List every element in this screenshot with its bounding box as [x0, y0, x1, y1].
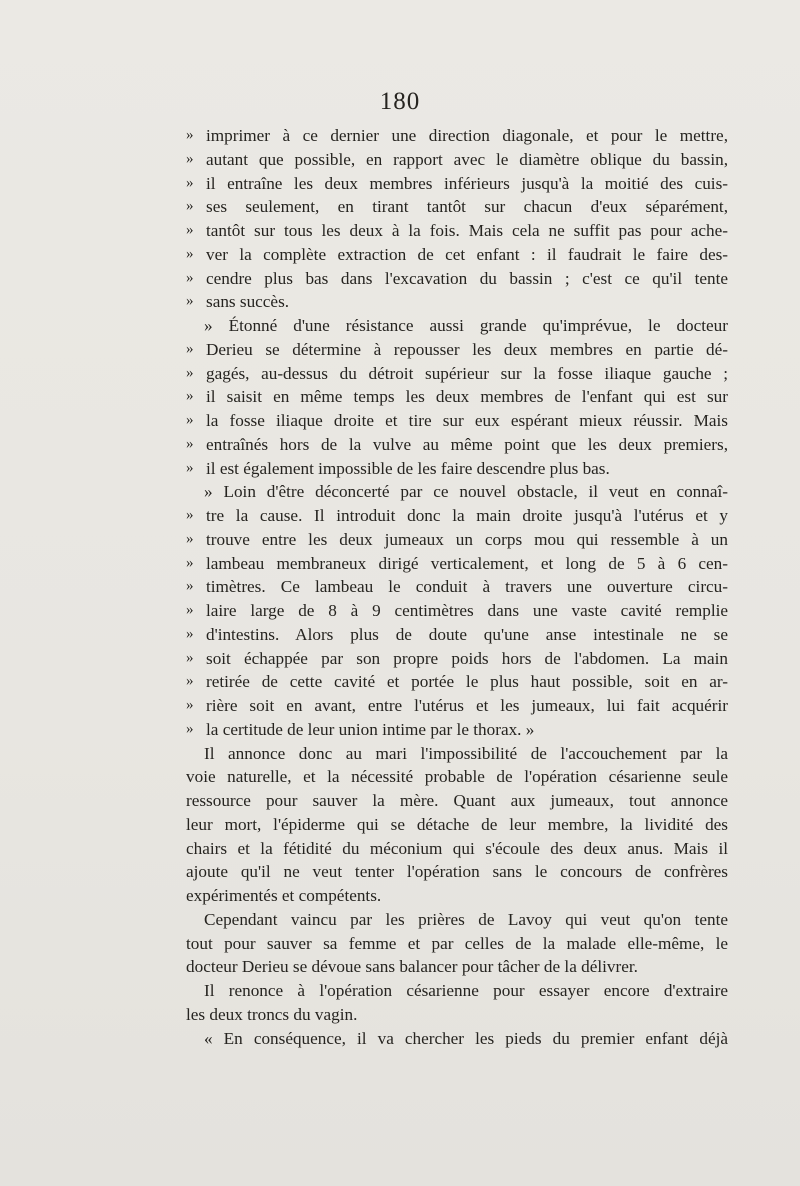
- text-line: [186, 599, 728, 623]
- quote-mark: »: [186, 293, 194, 310]
- line-text: rière soit en avant, entre l'utérus et les jumeaux, lui fait acquérir: [206, 696, 728, 715]
- quote-mark: »: [186, 340, 194, 357]
- quote-mark: »: [186, 625, 194, 642]
- line-text: gagés, au-dessus du détroit supérieur sur la fosse iliaque gauche ;: [206, 363, 728, 383]
- text-line: [186, 504, 728, 528]
- line-text: tantôt sur tous les deux à la fois. Mais cela ne suffit pas pour ache-: [206, 221, 728, 240]
- line-text: autant que possible, en rapport avec le diamètre oblique du bassin,: [206, 149, 728, 169]
- quote-mark: »: [186, 578, 194, 595]
- text-line: [186, 694, 728, 718]
- text-line: [186, 813, 728, 837]
- text-line: [186, 362, 728, 386]
- line-text: Cependant vaincu par les prières de Lavoy qui veut qu'on tente: [204, 909, 728, 929]
- line-text: d'intestins. Alors plus de doute qu'une anse intestinale ne se: [206, 624, 728, 644]
- line-text: Il annonce donc au mari l'impossibilité de l'accouchement par la: [204, 743, 728, 763]
- text-line: [186, 457, 728, 481]
- line-text: ressource pour sauver la mère. Quant aux jumeaux, tout annonce: [186, 791, 728, 810]
- line-text: il est également impossible de les faire descendre plus bas.: [206, 458, 610, 478]
- quote-mark: »: [186, 388, 194, 405]
- line-text: cendre plus bas dans l'excavation du bassin ; c'est ce qu'il tente: [206, 268, 728, 288]
- line-text: Il renonce à l'opération césarienne pour essayer encore d'extraire: [204, 981, 728, 1000]
- quote-mark: »: [186, 459, 194, 476]
- text-line: [186, 670, 728, 694]
- line-text: la certitude de leur union intime par le thorax. »: [206, 719, 535, 739]
- text-line: [186, 552, 728, 576]
- line-text: sans succès.: [206, 292, 290, 312]
- text-line: [186, 884, 728, 908]
- text-line: [186, 979, 728, 1003]
- line-text: docteur Derieu se dévoue sans balancer pour tâcher de la délivrer.: [186, 957, 638, 977]
- text-line: [186, 860, 728, 884]
- quote-mark: »: [186, 554, 194, 571]
- text-line: [186, 528, 728, 552]
- text-line: [186, 409, 728, 433]
- quote-mark: »: [186, 245, 194, 262]
- line-text: il saisit en même temps les deux membres de l'enfant qui est sur: [206, 387, 728, 407]
- line-text: ver la complète extraction de cet enfant : il faudrait le faire des-: [206, 244, 728, 264]
- line-text: voie naturelle, et la nécessité probable de l'opération césarienne seule: [186, 767, 728, 787]
- text-line: [186, 623, 728, 647]
- text-line: [186, 789, 728, 813]
- text-line: [186, 290, 728, 314]
- line-text: tre la cause. Il introduit donc la main droite jusqu'à l'utérus et y: [206, 506, 728, 525]
- text-line: [186, 267, 728, 291]
- quote-mark: »: [186, 435, 194, 452]
- body-text: [186, 124, 728, 1050]
- line-text: » Étonné d'une résistance aussi grande qu'imprévue, le docteur: [204, 316, 728, 335]
- line-text: la fosse iliaque droite et tire sur eux espérant mieux réussir. Mais: [206, 411, 728, 430]
- text-line: [186, 718, 728, 742]
- text-line: [186, 932, 728, 956]
- quote-mark: »: [186, 222, 194, 238]
- quote-mark: »: [186, 150, 194, 167]
- quote-mark: »: [186, 602, 194, 618]
- quote-mark: »: [186, 649, 194, 666]
- line-text: soit échappée par son propre poids hors de l'abdomen. La main: [206, 648, 728, 668]
- quote-mark: »: [186, 198, 194, 215]
- text-line: [186, 955, 728, 979]
- text-line: [186, 433, 728, 457]
- line-text: il entraîne les deux membres inférieurs jusqu'à la moitié des cuis-: [206, 173, 728, 193]
- quote-mark: »: [186, 269, 194, 286]
- text-line: [186, 837, 728, 861]
- text-line: [186, 195, 728, 219]
- line-text: ses seulement, en tirant tantôt sur chacun d'eux séparément,: [206, 197, 728, 217]
- line-text: expérimentés et compétents.: [186, 886, 382, 905]
- text-line: [186, 1003, 728, 1027]
- text-line: [186, 124, 728, 148]
- quote-mark: »: [186, 174, 194, 191]
- quote-mark: »: [186, 412, 194, 428]
- text-line: [186, 148, 728, 172]
- quote-mark: »: [186, 127, 194, 143]
- text-line: [186, 1027, 728, 1051]
- line-text: trouve entre les deux jumeaux un corps mou qui ressemble à un: [206, 529, 728, 549]
- text-line: [186, 480, 728, 504]
- line-text: imprimer à ce dernier une direction diagonale, et pour le mettre,: [206, 126, 728, 145]
- line-text: les deux troncs du vagin.: [186, 1004, 358, 1024]
- text-line: [186, 385, 728, 409]
- text-line: [186, 314, 728, 338]
- line-text: « En conséquence, il va chercher les pieds du premier enfant déjà: [204, 1028, 728, 1048]
- line-text: lambeau membraneux dirigé verticalement, et long de 5 à 6 cen-: [206, 553, 728, 573]
- line-text: leur mort, l'épiderme qui se détache de leur membre, la lividité des: [186, 814, 728, 834]
- text-line: [186, 647, 728, 671]
- line-text: timètres. Ce lambeau le conduit à travers une ouverture circu-: [206, 577, 728, 597]
- text-line: [186, 765, 728, 789]
- page-number: 180: [379, 88, 421, 115]
- quote-mark: »: [186, 507, 194, 523]
- text-line: [186, 243, 728, 267]
- line-text: tout pour sauver sa femme et par celles de la malade elle-même, le: [186, 933, 728, 953]
- line-text: retirée de cette cavité et portée le plus haut possible, soit en ar-: [206, 672, 728, 692]
- line-text: ajoute qu'il ne veut tenter l'opération sans le concours de confrères: [186, 862, 728, 882]
- line-text: Derieu se détermine à repousser les deux membres en partie dé-: [206, 339, 728, 359]
- text-line: [186, 575, 728, 599]
- quote-mark: »: [186, 530, 194, 547]
- quote-mark: »: [186, 673, 194, 690]
- quote-mark: »: [186, 720, 194, 737]
- line-text: entraînés hors de la vulve au même point que les deux premiers,: [206, 434, 728, 454]
- text-line: [186, 338, 728, 362]
- text-line: [186, 172, 728, 196]
- line-text: » Loin d'être déconcerté par ce nouvel obstacle, il veut en connaî-: [204, 482, 728, 502]
- text-line: [186, 908, 728, 932]
- quote-mark: »: [186, 697, 194, 713]
- text-line: [186, 742, 728, 766]
- text-line: [186, 219, 728, 243]
- line-text: chairs et la fétidité du méconium qui s'écoule des deux anus. Mais il: [186, 838, 728, 858]
- quote-mark: »: [186, 364, 194, 381]
- line-text: laire large de 8 à 9 centimètres dans une vaste cavité remplie: [206, 601, 728, 620]
